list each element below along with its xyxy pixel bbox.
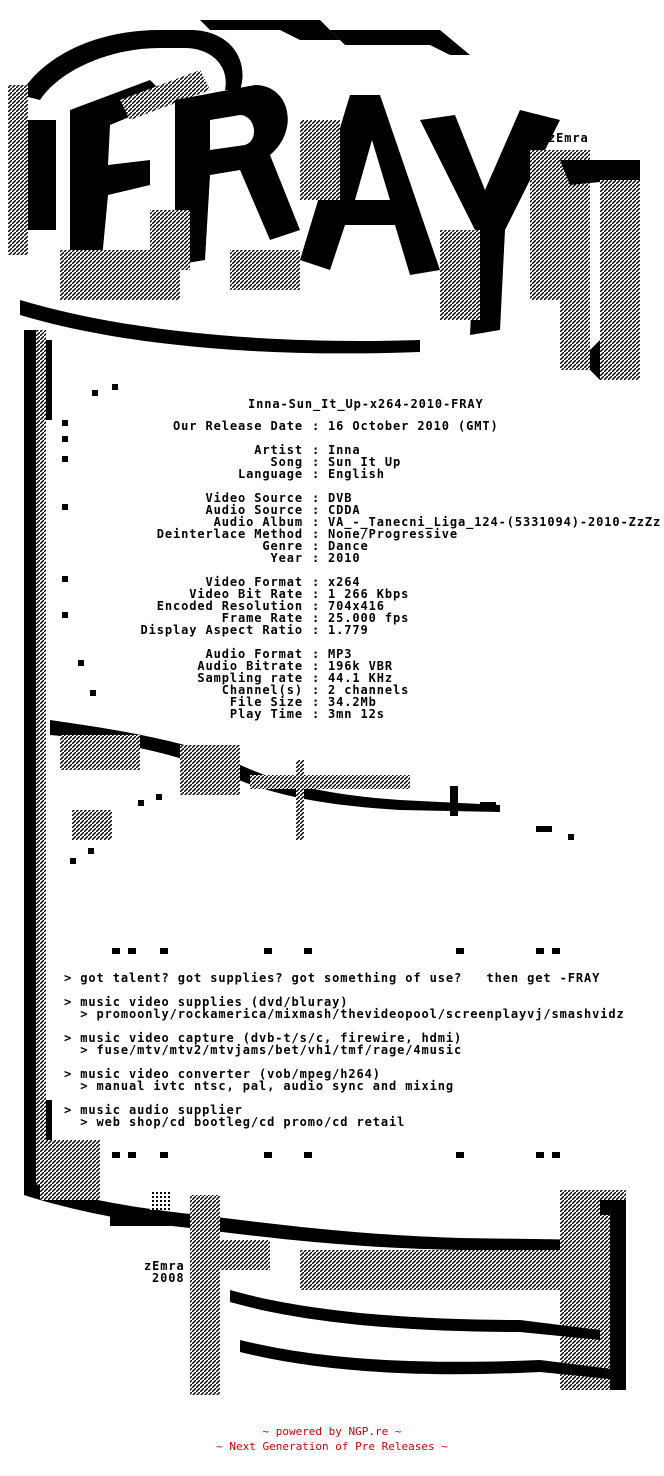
info-value: 1.779 [328, 623, 369, 637]
info-value: Dance [328, 539, 369, 553]
service-title: > music audio supplier [64, 1103, 243, 1117]
release-date-value: 16 October 2010 (GMT) [328, 419, 499, 433]
art-signature-year: 2008 [152, 1271, 185, 1285]
colon: : [312, 599, 321, 613]
colon: : [312, 455, 321, 469]
service-detail: > manual ivtc ntsc, pal, audio sync and mixing [64, 1079, 454, 1093]
footer-tagline: ~ Next Generation of Pre Releases ~ [216, 1440, 448, 1453]
info-value: 196k VBR [328, 659, 393, 673]
info-value: 2010 [328, 551, 361, 565]
info-label: Video Format [205, 575, 303, 589]
colon: : [312, 707, 321, 721]
footer-powered-by[interactable]: ~ powered by NGP.re ~ [262, 1425, 402, 1438]
info-value: 2 channels [328, 683, 410, 697]
info-label: Audio Source [205, 503, 303, 517]
info-label: Song [270, 455, 303, 469]
info-label: Video Source [205, 491, 303, 505]
colon: : [312, 695, 321, 709]
colon: : [312, 419, 321, 433]
info-label: Audio Bitrate [197, 659, 303, 673]
release-date-label: Our Release Date [173, 419, 303, 433]
art-signature-top: zEmra [548, 131, 589, 145]
colon: : [312, 611, 321, 625]
info-label: Encoded Resolution [156, 599, 303, 613]
info-value: VA_-_Tanecni_Liga_124-(5331094)-2010-ZzZz [328, 515, 662, 529]
info-label: Play Time [229, 707, 303, 721]
colon: : [312, 551, 321, 565]
service-title: > music video capture (dvb-t/s/c, firewire, hdmi) [64, 1031, 463, 1045]
info-label: Audio Album [213, 515, 303, 529]
colon: : [312, 647, 321, 661]
info-label: Genre [262, 539, 303, 553]
info-label: Artist [254, 443, 303, 457]
info-value: 34.2Mb [328, 695, 377, 709]
info-value: 44.1 KHz [328, 671, 393, 685]
release-title: Inna-Sun_It_Up-x264-2010-FRAY [248, 397, 484, 411]
info-label: Language [238, 467, 303, 481]
info-value: Inna [328, 443, 361, 457]
colon: : [312, 491, 321, 505]
info-value: 25.000 fps [328, 611, 410, 625]
colon: : [312, 527, 321, 541]
colon: : [312, 443, 321, 457]
info-label: Audio Format [205, 647, 303, 661]
colon: : [312, 659, 321, 673]
info-value: 1 266 Kbps [328, 587, 410, 601]
info-label: Video Bit Rate [189, 587, 303, 601]
colon: : [312, 671, 321, 685]
colon: : [312, 575, 321, 589]
colon: : [312, 623, 321, 637]
service-detail: > web shop/cd bootleg/cd promo/cd retail [64, 1115, 406, 1129]
service-title: > music video converter (vob/mpeg/h264) [64, 1067, 381, 1081]
colon: : [312, 515, 321, 529]
art-signature-bottom: zEmra [144, 1259, 185, 1273]
colon: : [312, 503, 321, 517]
info-value: None/Progressive [328, 527, 458, 541]
info-label: Frame Rate [221, 611, 303, 625]
info-label: Sampling rate [197, 671, 303, 685]
info-label: File Size [229, 695, 303, 709]
colon: : [312, 539, 321, 553]
info-value: English [328, 467, 385, 481]
info-label: Channel(s) [221, 683, 303, 697]
info-label: Display Aspect Ratio [140, 623, 303, 637]
info-value: 704x416 [328, 599, 385, 613]
info-label: Year [270, 551, 303, 565]
info-value: 3mn 12s [328, 707, 385, 721]
info-value: DVB [328, 491, 353, 505]
info-value: Sun It Up [328, 455, 402, 469]
info-value: CDDA [328, 503, 361, 517]
colon: : [312, 683, 321, 697]
colon: : [312, 587, 321, 601]
service-title: > music video supplies (dvd/bluray) [64, 995, 349, 1009]
service-detail: > promoonly/rockamerica/mixmash/thevideopool/screenplayvj/smashvidz [64, 1007, 625, 1021]
colon: : [312, 467, 321, 481]
services-tagline: > got talent? got supplies? got something of use? then get -FRAY [64, 971, 601, 985]
info-value: x264 [328, 575, 361, 589]
info-label: Deinterlace Method [156, 527, 303, 541]
service-detail: > fuse/mtv/mtv2/mtvjams/bet/vh1/tmf/rage/4music [64, 1043, 463, 1057]
info-value: MP3 [328, 647, 353, 661]
